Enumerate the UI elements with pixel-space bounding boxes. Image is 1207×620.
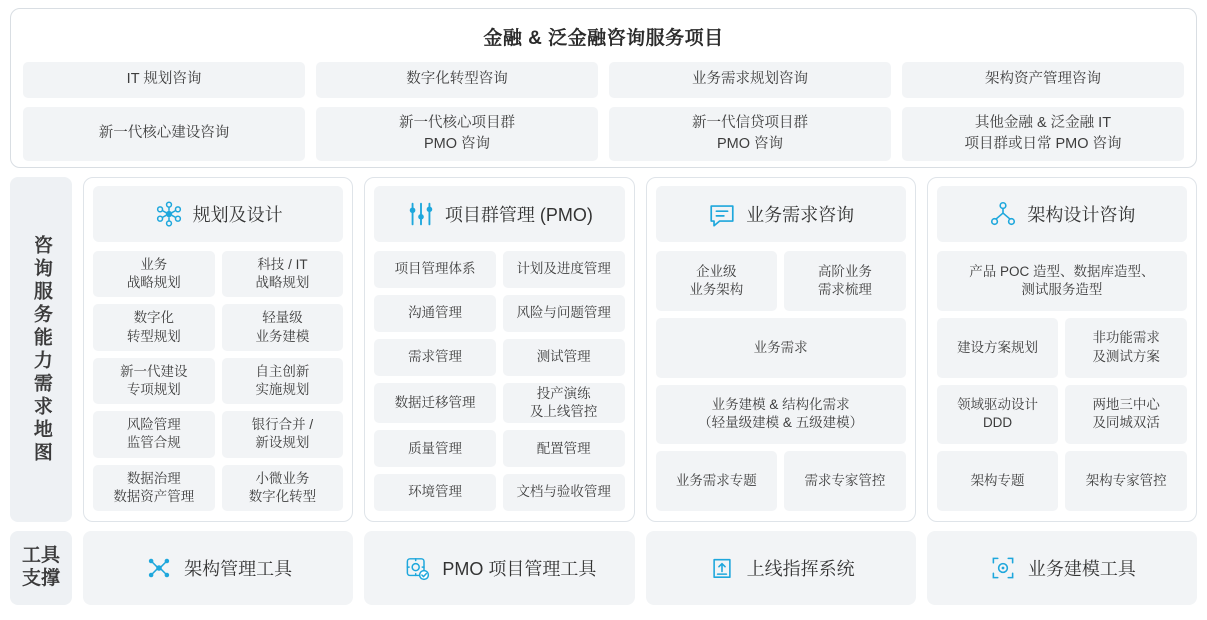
page-title: 金融 & 泛金融咨询服务项目: [483, 28, 724, 49]
cell-line: 沟通管理: [408, 305, 463, 321]
cell-row: [937, 451, 1187, 511]
cell-line: 两地三中心: [1092, 397, 1160, 413]
cell-line: PMO 咨询: [716, 136, 784, 152]
cell-row: [93, 358, 343, 404]
cell-line: 业务: [140, 256, 168, 272]
cell-line: 风险与问题管理: [516, 305, 611, 321]
capability-cell[interactable]: [222, 411, 344, 457]
cell-line: 小微业务: [255, 470, 310, 486]
cell-line: 战略规划: [126, 275, 181, 291]
cell-row: [93, 251, 343, 297]
tool-card-modeling[interactable]: [927, 531, 1197, 605]
tool-label: 上线指挥系统: [746, 559, 855, 579]
capability-cell[interactable]: [1065, 451, 1187, 511]
cell-row: [93, 304, 343, 350]
capability-cell[interactable]: [374, 474, 496, 511]
cell-line: 项目管理体系: [394, 261, 476, 277]
cell-line: （轻量级建模 & 五级建模）: [698, 415, 864, 431]
cell-line: PMO 咨询: [423, 136, 491, 152]
cell-line: 转型规划: [126, 328, 181, 344]
capability-cell[interactable]: [656, 451, 778, 511]
capability-cell[interactable]: [503, 474, 625, 511]
cell-line: 投产演练: [536, 385, 591, 401]
top-service-cell[interactable]: [316, 107, 598, 161]
capability-cell[interactable]: [93, 251, 215, 297]
cell-line: 及同城双活: [1092, 415, 1160, 431]
cell-line: 高阶业务: [817, 263, 872, 279]
capability-cell[interactable]: [784, 451, 906, 511]
speech-bubble-icon: [707, 199, 737, 229]
cell-line: 数据资产管理: [113, 488, 195, 504]
tool-card-pmo[interactable]: [364, 531, 634, 605]
column-cells: [93, 251, 343, 511]
cell-line: 新一代建设: [120, 363, 188, 379]
cell-row: [937, 318, 1187, 378]
capability-cell[interactable]: [93, 465, 215, 511]
capability-map-section: [10, 177, 1197, 522]
capability-cell[interactable]: [937, 251, 1187, 311]
cell-line: 测试服务造型: [1021, 281, 1103, 297]
column-header[interactable]: [374, 186, 624, 242]
side-label-capability-map: [10, 177, 72, 522]
cell-line: 数据治理: [126, 470, 181, 486]
top-row-2: [23, 107, 1184, 161]
cell-line: 建设方案规划: [957, 339, 1039, 355]
capability-cell[interactable]: [784, 251, 906, 311]
cell-line: 数字化: [133, 310, 175, 326]
capability-cell[interactable]: [503, 251, 625, 288]
capability-cell[interactable]: [222, 465, 344, 511]
column-cells: [374, 251, 624, 511]
top-service-cell[interactable]: [902, 107, 1184, 161]
side-label-tool-support: [10, 531, 72, 605]
cell-line: 质量管理: [408, 440, 463, 456]
capability-cell[interactable]: [1065, 385, 1187, 445]
cell-line: 文档与验收管理: [516, 484, 611, 500]
cell-row: [374, 295, 624, 332]
column-business-requirements: [646, 177, 916, 522]
cell-row: [656, 451, 906, 511]
capability-cell[interactable]: [656, 318, 906, 378]
column-title: 规划及设计: [192, 205, 283, 225]
capability-cell[interactable]: [656, 385, 906, 445]
column-header[interactable]: [656, 186, 906, 242]
cell-line: 监管合规: [126, 435, 181, 451]
cell-line: 其他金融 & 泛金融 IT: [974, 114, 1112, 131]
share-nodes-icon: [144, 553, 174, 583]
cell-line: 环境管理: [408, 484, 463, 500]
top-service-cell[interactable]: 数字化转型咨询: [316, 62, 598, 98]
capability-cell[interactable]: [222, 251, 344, 297]
cell-line: 科技 / IT: [257, 256, 308, 272]
cell-line: 数字化转型: [248, 488, 317, 504]
capability-cell[interactable]: [1065, 318, 1187, 378]
cell-line: 新一代信贷项目群: [692, 114, 808, 131]
cell-line: 新一代核心项目群: [399, 114, 515, 131]
tool-cards: [83, 531, 1197, 605]
top-service-cell[interactable]: 架构资产管理咨询: [902, 62, 1184, 98]
cell-line: DDD: [982, 415, 1013, 431]
capability-columns: [83, 177, 1197, 522]
column-cells: [656, 251, 906, 511]
capability-cell[interactable]: [937, 318, 1059, 378]
cell-line: 轻量级: [262, 310, 303, 326]
tool-label: 架构管理工具: [184, 559, 293, 579]
capability-cell[interactable]: [503, 339, 625, 376]
capability-cell[interactable]: [374, 295, 496, 332]
cell-line: 及上线管控: [529, 403, 598, 419]
cell-line: 实施规划: [255, 382, 310, 398]
cell-row: [374, 251, 624, 288]
cell-line: 数据迁移管理: [394, 394, 476, 410]
sliders-icon: [406, 199, 436, 229]
cell-line: 新设规划: [255, 435, 310, 451]
cell-line: 架构专家管控: [1085, 473, 1167, 489]
capability-cell[interactable]: [93, 411, 215, 457]
cell-row: [374, 474, 624, 511]
column-header[interactable]: [937, 186, 1187, 242]
column-title: 架构设计咨询: [1027, 205, 1136, 225]
cell-line: 自主创新: [255, 363, 310, 379]
cell-line: 需求梳理: [817, 281, 872, 297]
capability-cell[interactable]: [222, 358, 344, 404]
hierarchy-icon: [988, 199, 1018, 229]
cell-row: [656, 251, 906, 311]
top-service-cell[interactable]: [609, 107, 891, 161]
top-panel: [10, 8, 1197, 168]
cell-row: [656, 318, 906, 378]
tool-support-section: [10, 531, 1197, 605]
cell-row: [374, 339, 624, 376]
cell-row: [937, 385, 1187, 445]
tool-support-line: 工具: [21, 545, 60, 567]
cell-line: 风险管理: [126, 417, 181, 433]
tool-support-line: 支撑: [21, 568, 60, 589]
capability-cell[interactable]: [656, 251, 778, 311]
cell-line: 需求管理: [408, 349, 463, 365]
capability-cell[interactable]: [93, 304, 215, 350]
cell-line: 业务建模: [255, 328, 310, 344]
side-label-text: 咨询服务能力需求地图: [30, 234, 52, 465]
cell-line: 企业级: [696, 263, 737, 279]
tool-label: PMO 项目管理工具: [442, 559, 597, 579]
top-row-1: [23, 62, 1184, 98]
cell-line: 项目群或日常 PMO 咨询: [964, 136, 1122, 152]
cell-line: 非功能需求: [1092, 330, 1160, 346]
cell-line: 配置管理: [536, 440, 591, 456]
column-cells: [937, 251, 1187, 511]
upload-doc-icon: [707, 553, 737, 583]
cell-row: [656, 385, 906, 445]
capability-cell[interactable]: [937, 451, 1059, 511]
cell-row: [374, 383, 624, 423]
cell-line: 需求专家管控: [804, 473, 886, 489]
network-nodes-icon: [154, 199, 184, 229]
column-title: 业务需求咨询: [746, 205, 855, 225]
cell-line: 新一代核心建设咨询: [98, 125, 230, 142]
cell-row: [93, 411, 343, 457]
cell-line: 测试管理: [536, 349, 591, 365]
capability-cell[interactable]: [374, 383, 496, 423]
cell-row: [93, 465, 343, 511]
tool-label: 业务建模工具: [1027, 559, 1136, 579]
column-header[interactable]: [93, 186, 343, 242]
tool-card-architecture[interactable]: [83, 531, 353, 605]
capability-cell[interactable]: [503, 295, 625, 332]
top-service-cell[interactable]: IT 规划咨询: [23, 62, 305, 98]
column-planning-design: [83, 177, 353, 522]
cell-row: [937, 251, 1187, 311]
capability-cell[interactable]: [503, 430, 625, 467]
cell-line: 领域驱动设计: [957, 397, 1039, 413]
cell-line: 业务需求: [753, 339, 808, 355]
cell-line: 及测试方案: [1092, 348, 1160, 364]
cell-line: 架构专题: [970, 473, 1025, 489]
capability-cell[interactable]: [503, 383, 625, 423]
capability-cell[interactable]: [93, 358, 215, 404]
column-architecture-design: [927, 177, 1197, 522]
cell-line: 专项规划: [126, 382, 181, 398]
cell-line: 产品 POC 造型、数据库造型、: [969, 263, 1155, 279]
model-frame-icon: [988, 553, 1018, 583]
capability-cell[interactable]: [222, 304, 344, 350]
capability-cell[interactable]: [374, 430, 496, 467]
column-title: 项目群管理 (PMO): [444, 205, 593, 225]
cell-line: 业务建模 & 结构化需求: [711, 397, 850, 413]
capability-cell[interactable]: [374, 251, 496, 288]
cell-row: [374, 430, 624, 467]
capability-cell[interactable]: [374, 339, 496, 376]
top-service-cell[interactable]: [23, 107, 305, 161]
cell-line: 计划及进度管理: [516, 261, 611, 277]
column-program-management: [364, 177, 634, 522]
cell-line: 银行合并 /: [251, 417, 314, 433]
tool-card-launch[interactable]: [646, 531, 916, 605]
capability-cell[interactable]: [937, 385, 1059, 445]
gear-check-icon: [402, 553, 432, 583]
top-service-cell[interactable]: 业务需求规划咨询: [609, 62, 891, 98]
cell-line: 战略规划: [255, 275, 310, 291]
cell-line: 业务需求专题: [675, 473, 757, 489]
cell-line: 业务架构: [689, 281, 744, 297]
